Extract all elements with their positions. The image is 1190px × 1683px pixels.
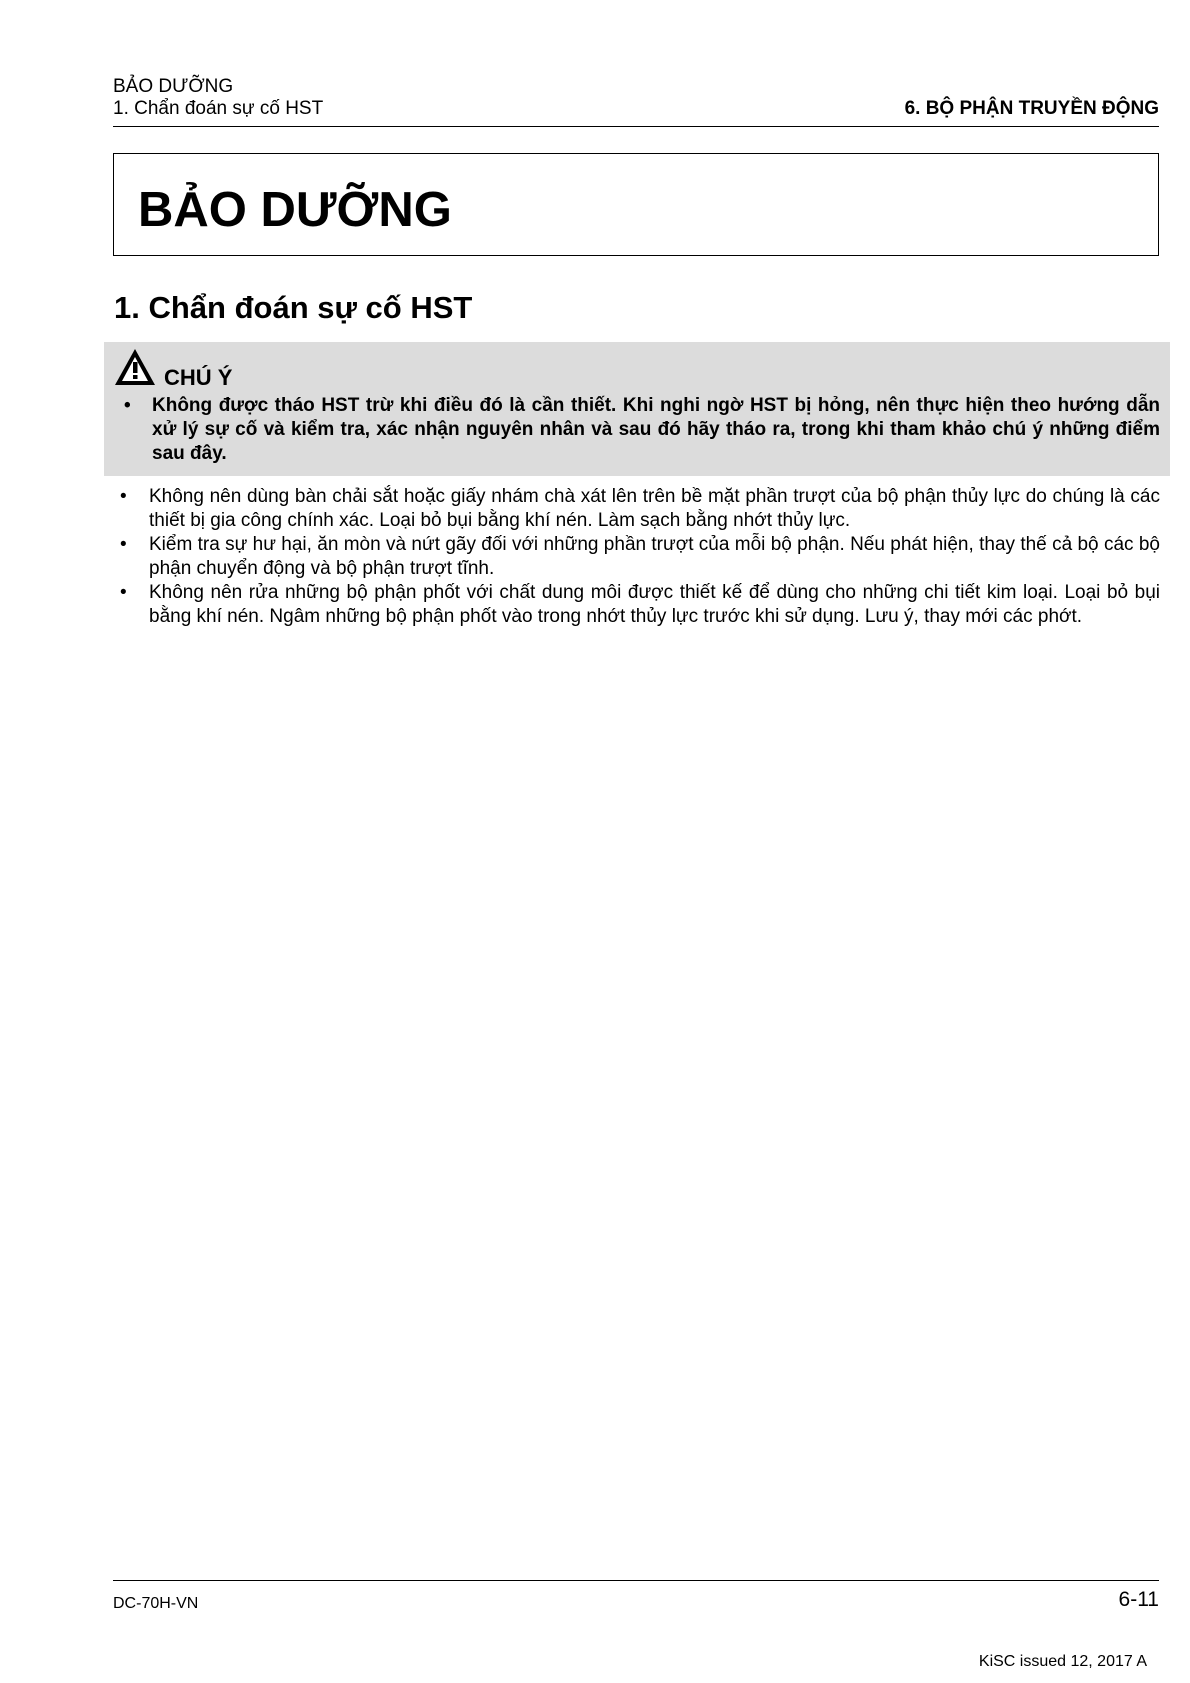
list-item (114, 581, 1160, 629)
title-box (113, 153, 1159, 256)
caution-label: CHÚ Ý (164, 365, 233, 390)
caution-text: Không được tháo HST trừ khi điều đó là cần thiết. Khi nghi ngờ HST bị hỏng, nên thực hiện theo hướng dẫn xử lý sự cố và kiểm tra, xác nhận nguyên nhân và sau đó hãy tháo ra, trong khi tham khảo chú ý những điểm sau đây. (152, 395, 1160, 464)
issued-note: KiSC issued 12, 2017 A (978, 1653, 1147, 1670)
list-item-text: Kiểm tra sự hư hại, ăn mòn và nứt gãy đối với những phần trượt của mỗi bộ phận. Nếu phát hiện, thay thế cả bộ các bộ phận chuyển động và bộ phận trượt tĩnh. (149, 534, 1160, 579)
document-code: DC-70H-VN (113, 1595, 199, 1612)
bullet-mark: • (120, 534, 127, 555)
page-title: BẢO DƯỠNG (138, 183, 452, 237)
list-item (114, 533, 1160, 581)
bullet-mark: • (120, 486, 127, 507)
breadcrumb-chapter: BẢO DƯỠNG (113, 76, 234, 97)
breadcrumb-section: 1. Chẩn đoán sự cố HST (113, 98, 324, 119)
list-item-text: Không nên dùng bàn chải sắt hoặc giấy nhám chà xát lên trên bề mặt phần trượt của bộ phận thủy lực do chúng là các thiết bị gia công chính xác. Loại bỏ bụi bằng khí nén. Làm sạch bằng nhớt thủy lực. (149, 486, 1160, 531)
list-item-text: Không nên rửa những bộ phận phốt với chất dung môi được thiết kế để dùng cho những chi tiết kim loại. Loại bỏ bụi bằng khí nén. Ngâm những bộ phận phốt vào trong nhớt thủy lực trước khi sử dụng. Lưu ý, thay mới các phớt. (149, 582, 1160, 627)
page-header (113, 76, 1159, 127)
bullet-mark: • (120, 582, 127, 603)
section-heading: 1. Chẩn đoán sự cố HST (114, 290, 473, 325)
chapter-title: 6. BỘ PHẬN TRUYỀN ĐỘNG (904, 98, 1159, 119)
list-item (114, 485, 1160, 533)
caution-item (120, 394, 1160, 466)
notes-list (114, 485, 1160, 629)
bullet-mark: • (124, 395, 131, 416)
caution-box (104, 342, 1170, 476)
warning-triangle-icon (114, 348, 156, 386)
footer-divider (113, 1580, 1159, 1581)
page-number: 6-11 (1118, 1588, 1159, 1611)
caution-header (114, 348, 414, 388)
